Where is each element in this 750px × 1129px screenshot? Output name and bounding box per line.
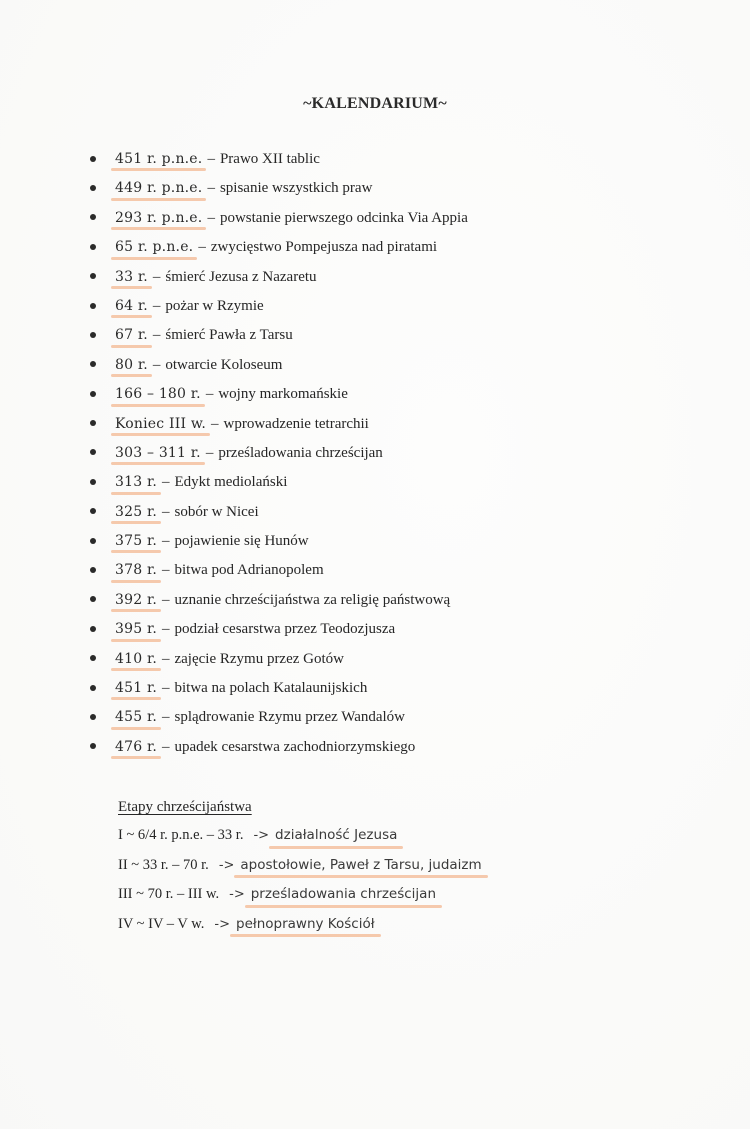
stage-description: pełnoprawny Kościół	[236, 910, 375, 940]
timeline-event: pożar w Rzymie	[165, 297, 264, 314]
bullet-icon	[90, 685, 96, 691]
timeline-date: 392 r.	[115, 586, 157, 615]
bullet-icon	[90, 156, 96, 162]
timeline-item	[90, 615, 468, 644]
timeline-date: 449 r. p.n.e.	[115, 174, 202, 203]
timeline-item	[90, 645, 468, 674]
timeline-date: 476 r.	[115, 733, 157, 762]
timeline-event: pojawienie się Hunów	[174, 533, 309, 550]
timeline-date: 67 r.	[115, 321, 148, 350]
timeline-event: wojny markomańskie	[218, 386, 348, 403]
bullet-icon	[90, 303, 96, 309]
stage-label: IV ~ IV – V w.	[118, 915, 205, 932]
bullet-icon	[90, 567, 96, 573]
timeline-item	[90, 145, 468, 174]
separator: –	[152, 327, 161, 344]
timeline-date: 80 r.	[115, 351, 148, 380]
timeline-item	[90, 380, 468, 409]
separator: –	[161, 709, 170, 726]
separator: –	[152, 356, 161, 373]
separator: –	[207, 180, 215, 197]
bullet-icon	[90, 244, 96, 250]
timeline-event: Prawo XII tablic	[219, 151, 320, 167]
timeline-item	[90, 174, 468, 203]
timeline-event: śmierć Pawła z Tarsu	[165, 327, 293, 344]
separator: –	[205, 386, 214, 403]
bullet-icon	[90, 185, 96, 191]
bullet-icon	[90, 391, 96, 397]
timeline-event: podział cesarstwa przez Teodozjusza	[174, 621, 396, 638]
arrow-icon: ->	[218, 857, 235, 873]
timeline-date: 64 r.	[115, 292, 148, 321]
timeline-event: wprowadzenie tetrarchii	[223, 415, 369, 432]
document-title: ~KALENDARIUM~	[303, 95, 447, 112]
timeline-item	[90, 204, 468, 233]
bullet-icon	[90, 332, 96, 338]
separator: –	[161, 650, 170, 667]
timeline-item	[90, 498, 468, 527]
timeline-date: 375 r.	[115, 527, 157, 556]
bullet-icon	[90, 626, 96, 632]
bullet-icon	[90, 361, 96, 367]
stages-title: Etapy chrześcijaństwa	[118, 799, 252, 815]
arrow-icon: ->	[229, 887, 245, 902]
separator: –	[161, 533, 170, 550]
separator: –	[152, 268, 161, 285]
stage-label: III ~ 70 r. – III w.	[118, 886, 220, 902]
separator: –	[205, 444, 214, 461]
stages-section	[118, 793, 482, 939]
arrow-icon: ->	[214, 916, 230, 932]
timeline-event: splądrowanie Rzymu przez Wandalów	[174, 709, 406, 726]
timeline-item	[90, 233, 468, 262]
timeline-item	[90, 351, 468, 380]
timeline-date: 451 r.	[115, 674, 157, 703]
stage-row	[118, 821, 482, 851]
stage-label: I ~ 6/4 r. p.n.e. – 33 r.	[118, 827, 244, 843]
timeline-item	[90, 733, 468, 762]
timeline-date: 33 r.	[115, 263, 148, 292]
timeline-item	[90, 556, 468, 585]
timeline-date: 293 r. p.n.e.	[115, 204, 202, 233]
stage-label: II ~ 33 r. – 70 r.	[118, 856, 209, 873]
timeline-event: prześladowania chrześcijan	[218, 444, 383, 461]
bullet-icon	[90, 743, 96, 749]
timeline-item	[90, 586, 468, 615]
timeline-date: 378 r.	[115, 556, 157, 585]
timeline-item	[90, 468, 468, 497]
timeline-date: 65 r. p.n.e.	[115, 233, 193, 262]
bullet-icon	[90, 714, 96, 720]
timeline-event: zajęcie Rzymu przez Gotów	[174, 650, 344, 667]
timeline-event: sobór w Nicei	[174, 503, 259, 520]
timeline-date: 451 r. p.n.e.	[115, 145, 202, 174]
stage-row	[118, 910, 482, 940]
timeline-item	[90, 410, 468, 439]
separator: –	[161, 562, 170, 579]
bullet-icon	[90, 508, 96, 514]
bullet-icon	[90, 655, 96, 661]
timeline-event: bitwa pod Adrianopolem	[174, 562, 324, 579]
bullet-icon	[90, 596, 96, 602]
timeline-date: 325 r.	[115, 498, 157, 527]
timeline-event: bitwa na polach Katalaunijskich	[174, 680, 368, 697]
stage-row	[118, 880, 482, 910]
timeline-item	[90, 292, 468, 321]
separator: –	[161, 503, 170, 520]
separator: –	[198, 239, 206, 256]
stage-description: działalność Jezusa	[275, 821, 397, 851]
timeline-item	[90, 527, 468, 556]
separator: –	[207, 209, 215, 226]
stage-description: prześladowania chrześcijan	[251, 880, 436, 910]
arrow-icon: ->	[253, 828, 270, 843]
stage-description: apostołowie, Paweł z Tarsu, judaizm	[240, 851, 481, 881]
bullet-icon	[90, 449, 96, 455]
timeline-date: 166 – 180 r.	[115, 380, 201, 409]
timeline-date: Koniec III w.	[115, 410, 206, 439]
timeline-event: uznanie chrześcijaństwa za religię państwową	[174, 591, 451, 608]
timeline-item	[90, 439, 468, 468]
separator: –	[161, 591, 170, 608]
bullet-icon	[90, 273, 96, 279]
timeline-event: zwycięstwo Pompejusza nad piratami	[210, 239, 438, 256]
timeline-item	[90, 703, 468, 732]
timeline-list	[90, 145, 468, 762]
timeline-date: 455 r.	[115, 703, 157, 732]
timeline-date: 395 r.	[115, 615, 157, 644]
bullet-icon	[90, 538, 96, 544]
timeline-date: 303 – 311 r.	[115, 439, 201, 468]
timeline-item	[90, 321, 468, 350]
timeline-date: 313 r.	[115, 468, 157, 497]
timeline-item	[90, 674, 468, 703]
timeline-date: 410 r.	[115, 645, 157, 674]
timeline-item	[90, 263, 468, 292]
separator: –	[161, 621, 170, 638]
timeline-event: Edykt mediolański	[174, 474, 288, 491]
separator: –	[207, 151, 215, 167]
separator: –	[161, 738, 170, 755]
timeline-event: upadek cesarstwa zachodniorzymskiego	[174, 738, 416, 755]
timeline-event: spisanie wszystkich praw	[219, 180, 373, 197]
timeline-event: otwarcie Koloseum	[165, 356, 283, 373]
bullet-icon	[90, 479, 96, 485]
stage-row	[118, 851, 482, 881]
timeline-event: śmierć Jezusa z Nazaretu	[165, 268, 317, 285]
separator: –	[161, 474, 170, 491]
bullet-icon	[90, 420, 96, 426]
separator: –	[161, 680, 170, 697]
bullet-icon	[90, 214, 96, 220]
separator: –	[211, 415, 219, 432]
separator: –	[152, 297, 161, 314]
timeline-event: powstanie pierwszego odcinka Via Appia	[219, 209, 468, 226]
